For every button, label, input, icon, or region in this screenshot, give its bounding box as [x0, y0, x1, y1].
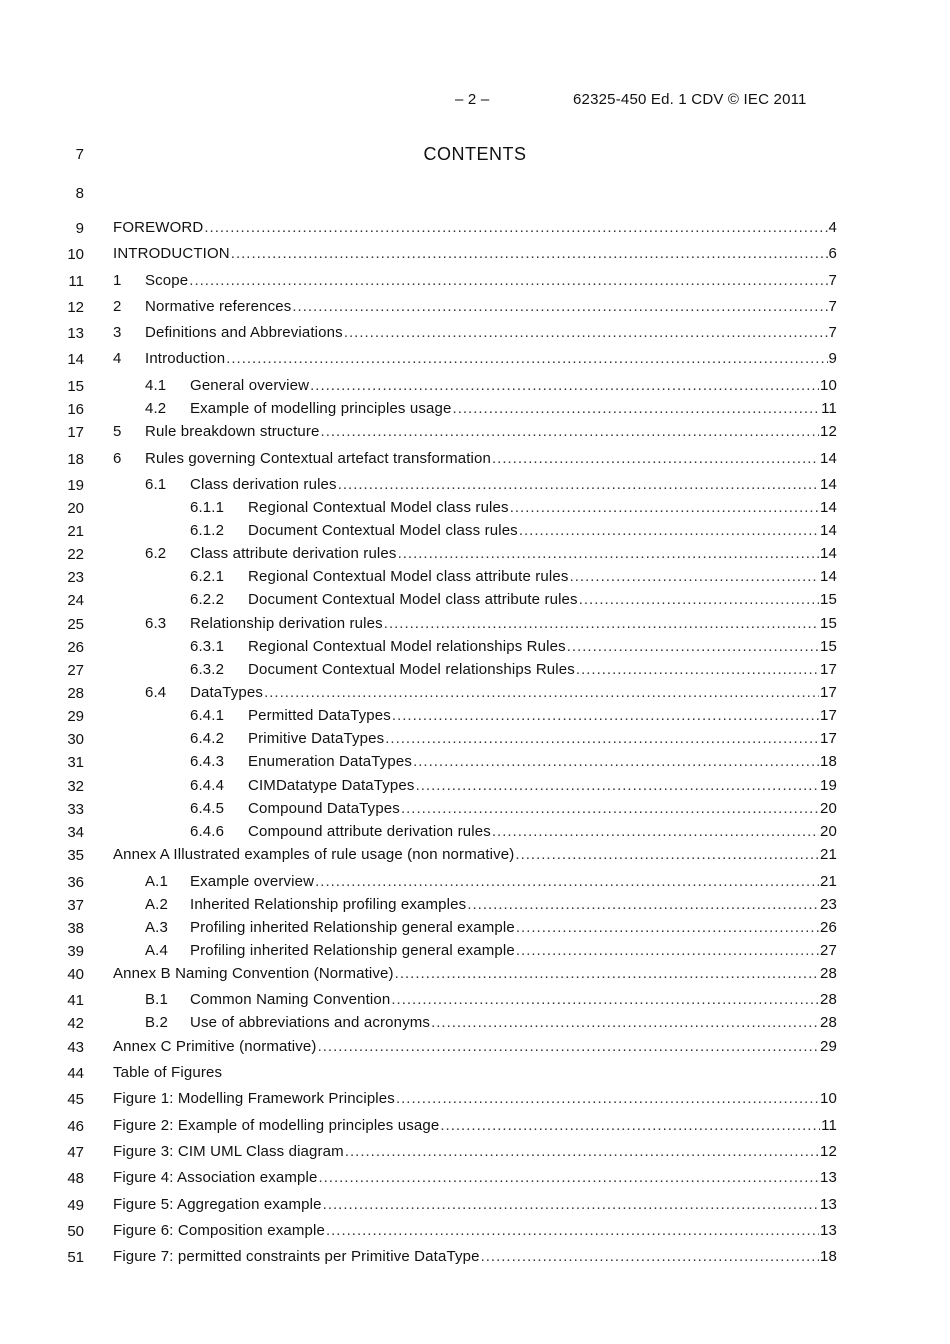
toc-entry-title: Class derivation rules: [190, 476, 337, 493]
toc-entry[interactable]: [113, 1246, 837, 1268]
toc-entry[interactable]: [113, 421, 837, 443]
toc-entry-page: 7: [828, 272, 837, 289]
toc-entry[interactable]: [190, 775, 837, 797]
toc-entry-number: A.2: [145, 896, 168, 913]
line-number: 21: [67, 523, 84, 540]
toc-entry-page: 15: [820, 615, 837, 632]
toc-entry[interactable]: [113, 1194, 837, 1216]
toc-entry-page: 7: [828, 324, 837, 341]
toc-entry-page: 21: [820, 846, 837, 863]
line-number: 35: [67, 847, 84, 864]
toc-entry-title: Rules governing Contextual artefact transformation: [145, 450, 492, 467]
dot-leader: [467, 894, 819, 916]
toc-entry[interactable]: [190, 705, 837, 727]
toc-entry[interactable]: [190, 636, 837, 658]
toc-entry-page: 11: [821, 400, 837, 417]
toc-entry-title: Document Contextual Model class rules: [248, 522, 518, 539]
toc-entry-title: CIMDatatype DataTypes: [248, 777, 415, 794]
toc-entry-number: 1: [113, 272, 122, 289]
line-number: 25: [67, 616, 84, 633]
toc-entry[interactable]: [190, 497, 837, 519]
toc-entry[interactable]: [113, 1062, 837, 1084]
line-number: 37: [67, 897, 84, 914]
toc-entry-title: General overview: [190, 377, 310, 394]
toc-entry-page: 12: [820, 1143, 837, 1160]
toc-entry-page: 14: [820, 522, 837, 539]
page-header-number: – 2 –: [455, 91, 490, 108]
toc-entry-title: Annex C Primitive (normative): [113, 1038, 317, 1055]
line-number: 30: [67, 731, 84, 748]
toc-entry-number: 6.1.2: [190, 522, 225, 539]
line-number: 7: [75, 146, 84, 163]
toc-entry-number: 4: [113, 350, 122, 367]
toc-entry-number: 6.3.1: [190, 638, 225, 655]
line-number: 43: [67, 1039, 84, 1056]
toc-entry-page: 29: [820, 1038, 837, 1055]
toc-entry-page: 18: [820, 753, 837, 770]
toc-entry-number: 6.4.5: [190, 800, 225, 817]
toc-entry[interactable]: [113, 844, 837, 866]
toc-entry-number: B.1: [145, 991, 168, 1008]
toc-entry-title: Class attribute derivation rules: [190, 545, 397, 562]
dot-leader: [204, 217, 827, 239]
toc-entry-page: 21: [820, 873, 837, 890]
toc-entry-number: A.1: [145, 873, 168, 890]
line-number: 50: [67, 1223, 84, 1240]
toc-entry-page: 6: [828, 245, 837, 262]
line-number: 15: [67, 378, 84, 395]
dot-leader: [321, 421, 819, 443]
toc-entry-number: B.2: [145, 1014, 168, 1031]
dot-leader: [398, 543, 819, 565]
toc-entry-title: Normative references: [145, 298, 292, 315]
toc-entry-page: 19: [820, 777, 837, 794]
toc-entry[interactable]: [145, 682, 837, 704]
dot-leader: [326, 1220, 819, 1242]
toc-entry-number: 6.4: [145, 684, 167, 701]
toc-entry-page: 28: [820, 991, 837, 1008]
dot-leader: [310, 375, 819, 397]
line-number: 45: [67, 1091, 84, 1108]
toc-entry-page: 23: [820, 896, 837, 913]
dot-leader: [392, 705, 819, 727]
toc-entry-title: Document Contextual Model class attribute rules: [248, 591, 578, 608]
toc-entry-page: 14: [820, 450, 837, 467]
toc-entry-title: Figure 5: Aggregation example: [113, 1196, 322, 1213]
toc-entry-number: 6.4.2: [190, 730, 225, 747]
line-number: 10: [67, 246, 84, 263]
line-number: 11: [68, 273, 84, 290]
toc-entry-page: 17: [820, 661, 837, 678]
toc-entry[interactable]: [190, 751, 837, 773]
toc-entry-page: 12: [820, 423, 837, 440]
toc-entry-title: Relationship derivation rules: [190, 615, 383, 632]
dot-leader: [576, 659, 819, 681]
toc-entry[interactable]: [113, 963, 837, 985]
line-number: 22: [67, 546, 84, 563]
dot-leader: [515, 844, 819, 866]
toc-entry-title: Permitted DataTypes: [248, 707, 391, 724]
toc-entry[interactable]: [113, 322, 837, 344]
toc-entry-number: 6.3: [145, 615, 167, 632]
dot-leader: [510, 497, 819, 519]
dot-leader: [338, 474, 819, 496]
dot-leader: [189, 270, 827, 292]
dot-leader: [453, 398, 821, 420]
toc-entry[interactable]: [113, 243, 837, 265]
line-number: 41: [67, 992, 84, 1009]
line-number: 17: [67, 424, 84, 441]
line-number: 13: [67, 325, 84, 342]
toc-entry-page: 14: [820, 545, 837, 562]
toc-entry-title: Regional Contextual Model class attribute rules: [248, 568, 569, 585]
toc-entry-number: 3: [113, 324, 122, 341]
dot-leader: [323, 1194, 819, 1216]
page-title: CONTENTS: [423, 144, 527, 164]
toc-entry-title: Figure 7: permitted constraints per Primitive DataType: [113, 1248, 480, 1265]
toc-entry-title: Enumeration DataTypes: [248, 753, 413, 770]
line-number: 18: [67, 451, 84, 468]
toc-entry-number: 6.1: [145, 476, 167, 493]
toc-entry-page: 15: [820, 638, 837, 655]
toc-entry[interactable]: [113, 448, 837, 470]
toc-entry-number: 4.2: [145, 400, 167, 417]
toc-entry-page: 11: [821, 1117, 837, 1134]
toc-entry[interactable]: [113, 1167, 837, 1189]
dot-leader: [384, 613, 819, 635]
toc-entry-page: 10: [820, 377, 837, 394]
line-number: 8: [75, 185, 84, 202]
line-number: 29: [67, 708, 84, 725]
toc-entry[interactable]: [190, 566, 837, 588]
toc-entry[interactable]: [113, 1220, 837, 1242]
toc-entry-number: 5: [113, 423, 122, 440]
toc-entry[interactable]: [145, 398, 837, 420]
line-number: 44: [67, 1065, 84, 1082]
toc-entry-page: 20: [820, 800, 837, 817]
dot-leader: [385, 728, 819, 750]
toc-entry-title: Example overview: [190, 873, 315, 890]
dot-leader: [431, 1012, 819, 1034]
dot-leader: [292, 296, 827, 318]
toc-entry-title: Compound attribute derivation rules: [248, 823, 491, 840]
toc-entry-page: 15: [820, 591, 837, 608]
toc-entry[interactable]: [190, 520, 837, 542]
dot-leader: [315, 871, 819, 893]
toc-entry[interactable]: [190, 821, 837, 843]
line-number: 32: [67, 778, 84, 795]
line-number: 14: [67, 351, 84, 368]
dot-leader: [345, 1141, 819, 1163]
toc-entry-page: 17: [820, 730, 837, 747]
toc-entry-number: 6.2.1: [190, 568, 225, 585]
toc-entry-page: 28: [820, 1014, 837, 1031]
dot-leader: [570, 566, 819, 588]
toc-entry-title: DataTypes: [190, 684, 264, 701]
toc-entry-page: 18: [820, 1248, 837, 1265]
toc-entry-number: 4.1: [145, 377, 167, 394]
toc-entry-title: Definitions and Abbreviations: [145, 324, 343, 341]
toc-entry[interactable]: [113, 348, 837, 370]
toc-entry-number: A.4: [145, 942, 168, 959]
toc-entry-page: 13: [820, 1222, 837, 1239]
toc-entry[interactable]: [145, 1012, 837, 1034]
toc-entry[interactable]: [190, 659, 837, 681]
line-number: 36: [67, 874, 84, 891]
dot-leader: [318, 1036, 819, 1058]
toc-entry-title: Regional Contextual Model relationships Rules: [248, 638, 566, 655]
dot-leader: [416, 775, 819, 797]
toc-entry[interactable]: [113, 1036, 837, 1058]
toc-entry[interactable]: [113, 1141, 837, 1163]
toc-entry[interactable]: [145, 917, 837, 939]
dot-leader: [440, 1115, 820, 1137]
dot-leader: [396, 1088, 819, 1110]
toc-entry-number: 6.4.6: [190, 823, 225, 840]
dot-leader: [579, 589, 819, 611]
line-number: 27: [67, 662, 84, 679]
line-number: 48: [67, 1170, 84, 1187]
toc-entry-page: 17: [820, 707, 837, 724]
toc-entry-page: 28: [820, 965, 837, 982]
toc-entry-title: Primitive DataTypes: [248, 730, 385, 747]
toc-entry-page: 14: [820, 568, 837, 585]
toc-entry-title: Table of Figures: [113, 1064, 223, 1081]
dot-leader: [519, 520, 819, 542]
dot-leader: [226, 348, 827, 370]
toc-entry-title: Document Contextual Model relationships Rules: [248, 661, 575, 678]
toc-entry-number: 6.2.2: [190, 591, 225, 608]
toc-entry-title: Compound DataTypes: [248, 800, 400, 817]
line-number: 28: [67, 685, 84, 702]
toc-entry-title: Rule breakdown structure: [145, 423, 320, 440]
toc-entry-number: 2: [113, 298, 122, 315]
toc-entry-title: Profiling inherited Relationship general example: [190, 942, 515, 959]
toc-entry[interactable]: [113, 1115, 837, 1137]
line-number: 49: [67, 1197, 84, 1214]
page-header-document-id: 62325-450 Ed. 1 CDV © IEC 2011: [573, 91, 807, 108]
dot-leader: [516, 917, 819, 939]
toc-entry-page: 4: [828, 219, 837, 236]
toc-entry-title: Introduction: [145, 350, 226, 367]
line-number: 47: [67, 1144, 84, 1161]
dot-leader: [344, 322, 828, 344]
dot-leader: [492, 821, 819, 843]
toc-entry-page: 14: [820, 476, 837, 493]
line-number: 24: [67, 592, 84, 609]
line-number: 23: [67, 569, 84, 586]
line-number: 16: [67, 401, 84, 418]
line-number: 34: [67, 824, 84, 841]
toc-entry-number: 6.2: [145, 545, 167, 562]
toc-entry-title: Annex A Illustrated examples of rule usage (non normative): [113, 846, 515, 863]
toc-entry[interactable]: [190, 728, 837, 750]
toc-entry-page: 17: [820, 684, 837, 701]
toc-entry-title: INTRODUCTION: [113, 245, 230, 262]
toc-entry-page: 14: [820, 499, 837, 516]
toc-entry[interactable]: [190, 798, 837, 820]
line-number: 33: [67, 801, 84, 818]
toc-entry[interactable]: [145, 474, 837, 496]
dot-leader: [231, 243, 828, 265]
toc-entry-page: 9: [828, 350, 837, 367]
line-number: 26: [67, 639, 84, 656]
line-number: 46: [67, 1118, 84, 1135]
toc-entry-title: Figure 2: Example of modelling principles usage: [113, 1117, 440, 1134]
toc-entry-title: Inherited Relationship profiling examples: [190, 896, 467, 913]
toc-entry[interactable]: [145, 894, 837, 916]
dot-leader: [264, 682, 819, 704]
toc-entry-number: 6.3.2: [190, 661, 225, 678]
toc-entry-title: Figure 1: Modelling Framework Principles: [113, 1090, 395, 1107]
toc-entry[interactable]: [145, 871, 837, 893]
toc-entry-title: FOREWORD: [113, 219, 204, 236]
line-number: 31: [67, 754, 84, 771]
toc-entry-number: 6.1.1: [190, 499, 225, 516]
toc-entry-page: 26: [820, 919, 837, 936]
toc-entry[interactable]: [113, 296, 837, 318]
toc-entry[interactable]: [145, 375, 837, 397]
toc-entry-number: 6.4.3: [190, 753, 225, 770]
toc-entry-title: Annex B Naming Convention (Normative): [113, 965, 394, 982]
toc-entry[interactable]: [145, 613, 837, 635]
toc-entry-page: 13: [820, 1169, 837, 1186]
line-number: 40: [67, 966, 84, 983]
toc-entry-number: A.3: [145, 919, 168, 936]
toc-entry-title: Example of modelling principles usage: [190, 400, 452, 417]
dot-leader: [401, 798, 819, 820]
dot-leader: [391, 989, 819, 1011]
dot-leader: [413, 751, 819, 773]
dot-leader: [492, 448, 819, 470]
toc-entry-title: Figure 3: CIM UML Class diagram: [113, 1143, 344, 1160]
toc-entry[interactable]: [190, 589, 837, 611]
toc-entry-title: Common Naming Convention: [190, 991, 391, 1008]
toc-entry[interactable]: [113, 270, 837, 292]
dot-leader: [481, 1246, 819, 1268]
dot-leader: [318, 1167, 819, 1189]
dot-leader: [516, 940, 819, 962]
toc-entry-title: Regional Contextual Model class rules: [248, 499, 509, 516]
toc-entry-title: Figure 4: Association example: [113, 1169, 318, 1186]
line-number: 42: [67, 1015, 84, 1032]
line-number: 9: [75, 220, 84, 237]
toc-entry-title: Use of abbreviations and acronyms: [190, 1014, 431, 1031]
toc-entry-number: 6.4.4: [190, 777, 225, 794]
toc-entry[interactable]: [145, 940, 837, 962]
toc-entry[interactable]: [113, 1088, 837, 1110]
toc-entry[interactable]: [145, 989, 837, 1011]
toc-entry-page: 13: [820, 1196, 837, 1213]
toc-entry-number: 6.4.1: [190, 707, 225, 724]
toc-entry-page: 27: [820, 942, 837, 959]
dot-leader: [395, 963, 819, 985]
dot-leader: [567, 636, 819, 658]
toc-entry-page: 20: [820, 823, 837, 840]
line-number: 39: [67, 943, 84, 960]
toc-entry[interactable]: [113, 217, 837, 239]
toc-entry-page: 7: [828, 298, 837, 315]
line-number: 20: [67, 500, 84, 517]
line-number: 19: [67, 477, 84, 494]
toc-entry-page: 10: [820, 1090, 837, 1107]
line-number: 38: [67, 920, 84, 937]
toc-entry[interactable]: [145, 543, 837, 565]
toc-entry-title: Figure 6: Composition example: [113, 1222, 325, 1239]
toc-entry-number: 6: [113, 450, 122, 467]
line-number: 51: [67, 1249, 84, 1266]
toc-entry-title: Scope: [145, 272, 189, 289]
line-number: 12: [67, 299, 84, 316]
toc-entry-title: Profiling inherited Relationship general example: [190, 919, 515, 936]
